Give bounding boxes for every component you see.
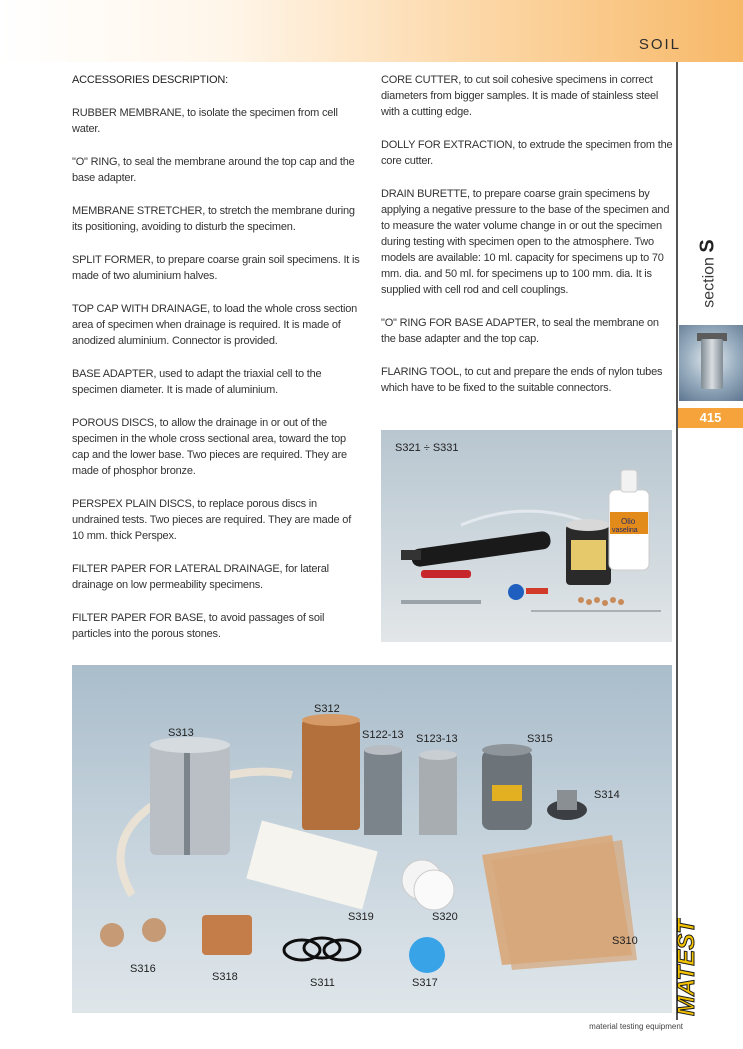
label-s315: S315 — [527, 733, 553, 745]
photo-label-s321: S321 ÷ S331 — [395, 442, 459, 454]
paragraph-base-adapter: BASE ADAPTER, used to adapt the triaxial cell to the specimen diameter. It is made of aluminium. — [72, 368, 322, 396]
footer-tagline: material testing equipment — [589, 1022, 683, 1031]
paragraph-flaring-tool: FLARING TOOL, to cut and prepare the ends of nylon tubes which have to be fixed to the suitable connectors. — [381, 366, 663, 394]
description-column-left — [72, 72, 364, 659]
paragraph-top-cap: TOP CAP WITH DRAINAGE, to load the whole cross section area of specimen when drainage is required. It is made of anodized aluminium. Connector is provided. — [72, 303, 358, 347]
page-number: 415 — [678, 408, 743, 428]
section-letter: S — [696, 239, 719, 253]
paragraph-perspex-discs: PERSPEX PLAIN DISCS, to replace porous discs in undrained tests. Two pieces are required. They are made of 10 mm. thick Perspex. — [72, 498, 352, 542]
label-s314: S314 — [594, 789, 620, 801]
bottle-text-vaselina: vaselina — [612, 527, 638, 534]
label-s313: S313 — [168, 727, 194, 739]
accessories-illustration — [72, 665, 672, 1013]
product-photo-accessories — [72, 665, 672, 1013]
section-word: section — [700, 257, 718, 308]
label-s320: S320 — [432, 911, 458, 923]
page-title: SOIL — [638, 36, 681, 53]
triaxial-cell-thumbnail — [679, 325, 743, 401]
label-s310: S310 — [612, 935, 638, 947]
product-photo-tools — [381, 430, 672, 642]
matest-logo-text: MATEST — [673, 919, 700, 1016]
label-s123-13: S123-13 — [416, 733, 458, 745]
label-s312: S312 — [314, 703, 340, 715]
sidebar-divider — [676, 62, 678, 1020]
paragraph-rubber-membrane: RUBBER MEMBRANE, to isolate the specimen from cell water. — [72, 107, 338, 135]
paragraph-dolly: DOLLY FOR EXTRACTION, to extrude the specimen from the core cutter. — [381, 139, 673, 167]
paragraph-o-ring-base: "O" RING FOR BASE ADAPTER, to seal the membrane on the base adapter and the top cap. — [381, 317, 659, 345]
bottle-text-olio: Olio — [621, 517, 636, 526]
section-heading: ACCESSORIES DESCRIPTION: — [72, 74, 228, 86]
section-label — [697, 224, 720, 324]
label-s317: S317 — [412, 977, 438, 989]
label-s122-13: S122-13 — [362, 729, 404, 741]
paragraph-filter-paper-lateral: FILTER PAPER FOR LATERAL DRAINAGE, for lateral drainage on low permeability specimens. — [72, 563, 329, 591]
matest-logo — [668, 918, 704, 1018]
label-s316: S316 — [130, 963, 156, 975]
paragraph-core-cutter: CORE CUTTER, to cut soil cohesive specimens in correct diameters from bigger samples. It is made of stainless steel with a cutting edge. — [381, 74, 659, 118]
paragraph-split-former: SPLIT FORMER, to prepare coarse grain soil specimens. It is made of two aluminium halves. — [72, 254, 360, 282]
label-s319: S319 — [348, 911, 374, 923]
paragraph-o-ring: "O" RING, to seal the membrane around the top cap and the base adapter. — [72, 156, 355, 184]
paragraph-porous-discs: POROUS DISCS, to allow the drainage in or out of the specimen in the whole cross sectional area, toward the top cap and the lower base. Two pieces are required. They are made of phosphor bronze. — [72, 417, 347, 477]
label-s311: S311 — [310, 977, 335, 989]
paragraph-filter-paper-base: FILTER PAPER FOR BASE, to avoid passages of soil particles into the porous stones. — [72, 612, 325, 640]
label-s318: S318 — [212, 971, 238, 983]
paragraph-membrane-stretcher: MEMBRANE STRETCHER, to stretch the membrane during its positioning, avoiding to disturb the specimen. — [72, 205, 355, 233]
paragraph-drain-burette: DRAIN BURETTE, to prepare coarse grain specimens by applying a negative pressure to the base of the specimen and to measure the water volume change in or out the specimen during testing with specimen open to the atmosphere. Two models are available: 10 ml. capacity for specimens up to 70 mm. dia. and 50 ml. for specimens up to 100 mm. dia. It is supplied with cell rod and cell couplings. — [381, 188, 670, 296]
tools-illustration — [381, 430, 672, 642]
description-column-right — [381, 72, 675, 413]
header-band — [0, 0, 743, 62]
